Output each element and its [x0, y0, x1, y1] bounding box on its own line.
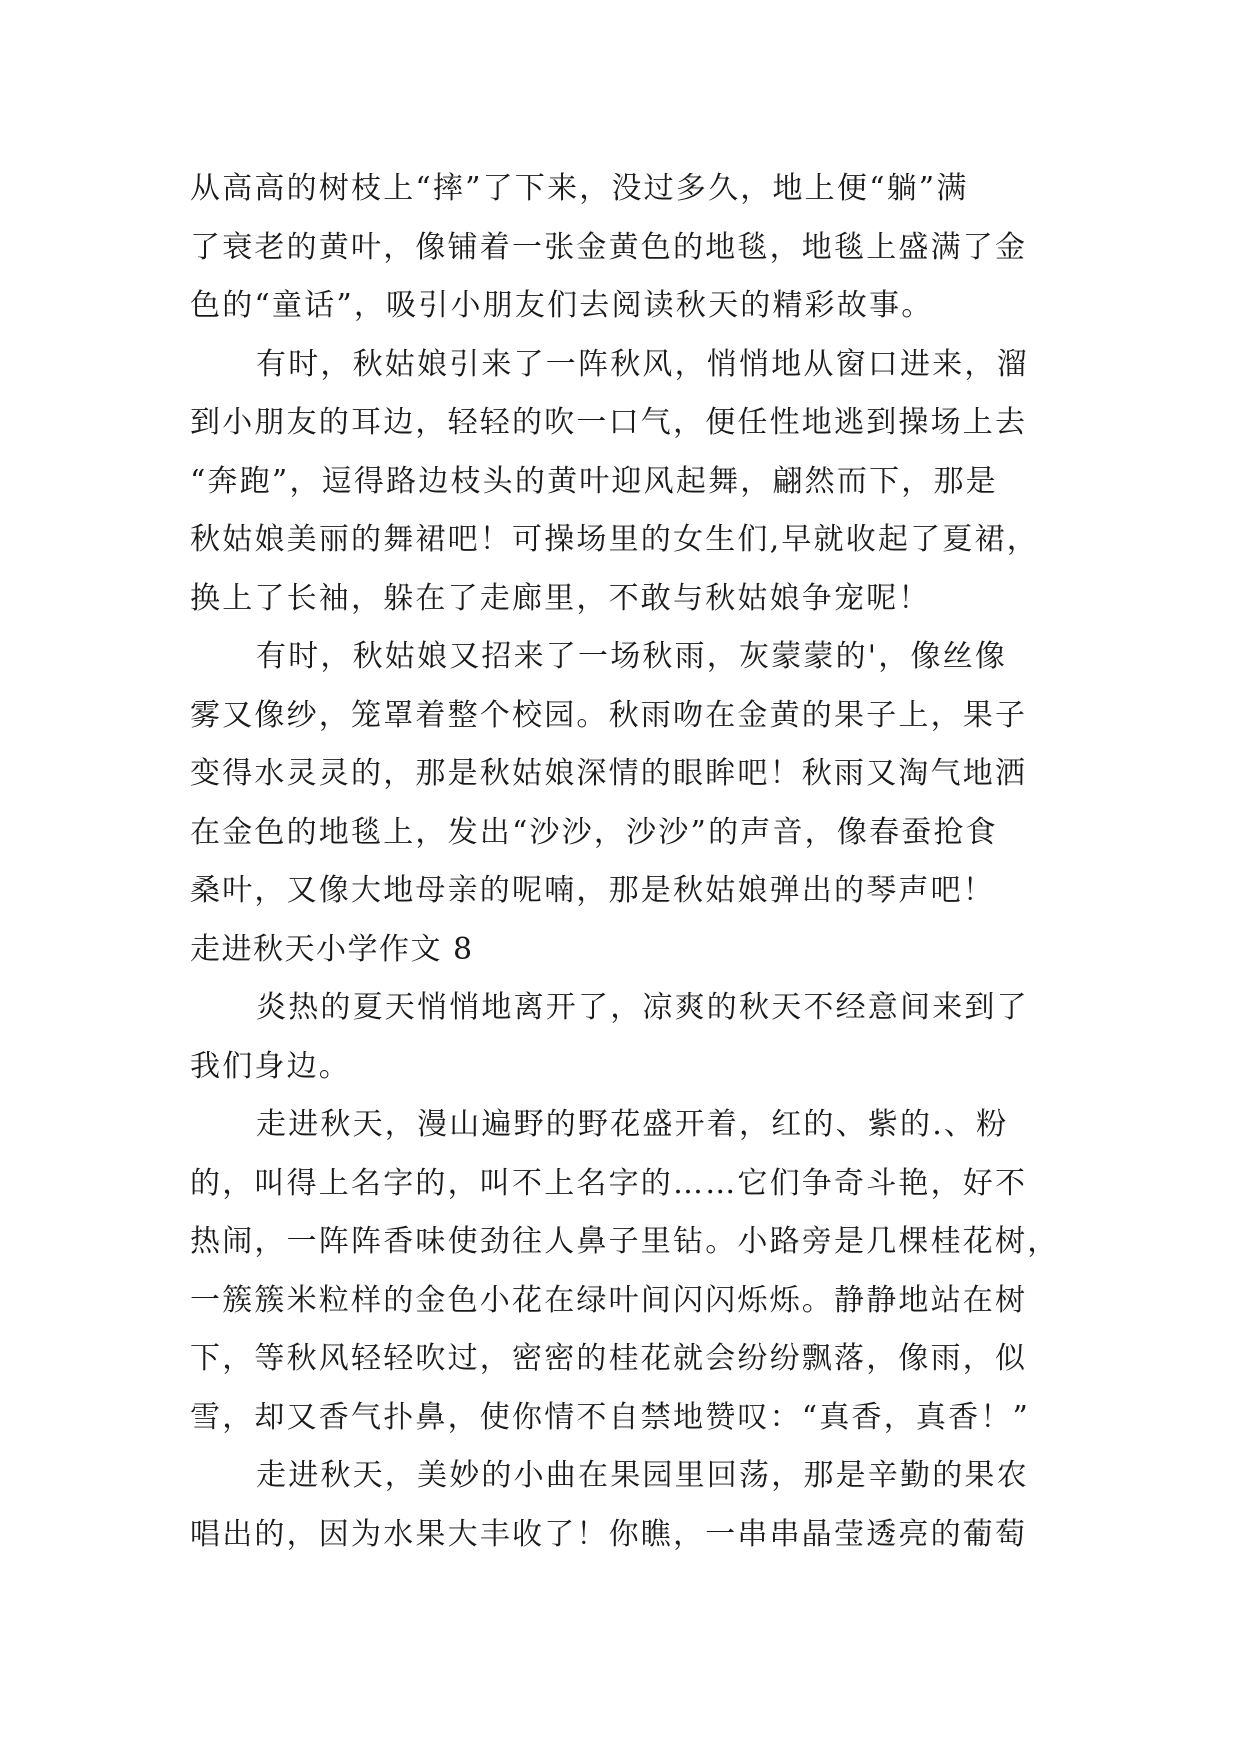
text-line: 桑叶，又像大地母亲的呢喃，那是秋姑娘弹出的琴声吧！ [190, 873, 995, 908]
text-line: “奔跑”，逗得路边枝头的黄叶迎风起舞，翩然而下，那是 [190, 463, 998, 499]
text-line: 炎热的夏天悄悄地离开了，凉爽的秋天不经意间来到了 [256, 990, 1029, 1025]
text-line: 秋姑娘美丽的舞裙吧！可操场里的女生们,早就收起了夏裙， [190, 522, 1039, 557]
text-line: 到小朋友的耳边，轻轻的吹一口气，便任性地逃到操场上去 [190, 405, 1028, 440]
text-line: 雾又像纱，笼罩着整个校园。秋雨吻在金黄的果子上，果子 [190, 697, 1028, 733]
text-line: 下，等秋风轻轻吹过，密密的桂花就会纷纷飘落，像雨，似 [190, 1341, 1028, 1376]
text-line: 我们身边。 [190, 1048, 351, 1084]
text-line: 色的“童话”，吸引小朋友们去阅读秋天的精彩故事。 [190, 288, 934, 323]
text-line: 有时，秋姑娘引来了一阵秋风，悄悄地从窗口进来，溜 [256, 346, 1029, 382]
text-line: 变得水灵灵的，那是秋姑娘深情的眼眸吧！秋雨又淘气地洒 [190, 756, 1028, 791]
text-line: 雪，却又香气扑鼻，使你情不自禁地赞叹：“真香，真香！” [190, 1399, 1031, 1435]
text-line: 热闹，一阵阵香味使劲往人鼻子里钻。小路旁是几棵桂花树， [190, 1224, 1060, 1259]
text-line: 换上了长袖，躲在了走廊里，不敢与秋姑娘争宠呢！ [190, 580, 931, 616]
text-line: 在金色的地毯上，发出“沙沙，沙沙”的声音，像春蚕抢食 [190, 814, 998, 850]
text-line: 从高高的树枝上“摔”了下来，没过多久，地上便“躺”满 [190, 171, 969, 206]
text-line: 走进秋天，漫山遍野的野花盛开着，红的、紫的.、粉 [256, 1107, 1009, 1142]
text-line: 的，叫得上名字的，叫不上名字的……它们争奇斗艳，好不 [190, 1165, 1028, 1201]
section-heading: 走进秋天小学作文 8 [190, 931, 474, 967]
text-line: 一簇簇米粒样的金色小花在绿叶间闪闪烁烁。静静地站在树 [190, 1282, 1028, 1318]
text-line: 走进秋天，美妙的小曲在果园里回荡，那是辛勤的果农 [256, 1458, 1029, 1493]
text-line: 了衰老的黄叶，像铺着一张金黄色的地毯，地毯上盛满了金 [190, 229, 1028, 265]
text-line: 唱出的，因为水果大丰收了！你瞧，一串串晶莹透亮的葡萄 [190, 1516, 1028, 1552]
document-page [190, 160, 1060, 1564]
text-line: 有时，秋姑娘又招来了一场秋雨，灰蒙蒙的'，像丝像 [256, 639, 1008, 674]
